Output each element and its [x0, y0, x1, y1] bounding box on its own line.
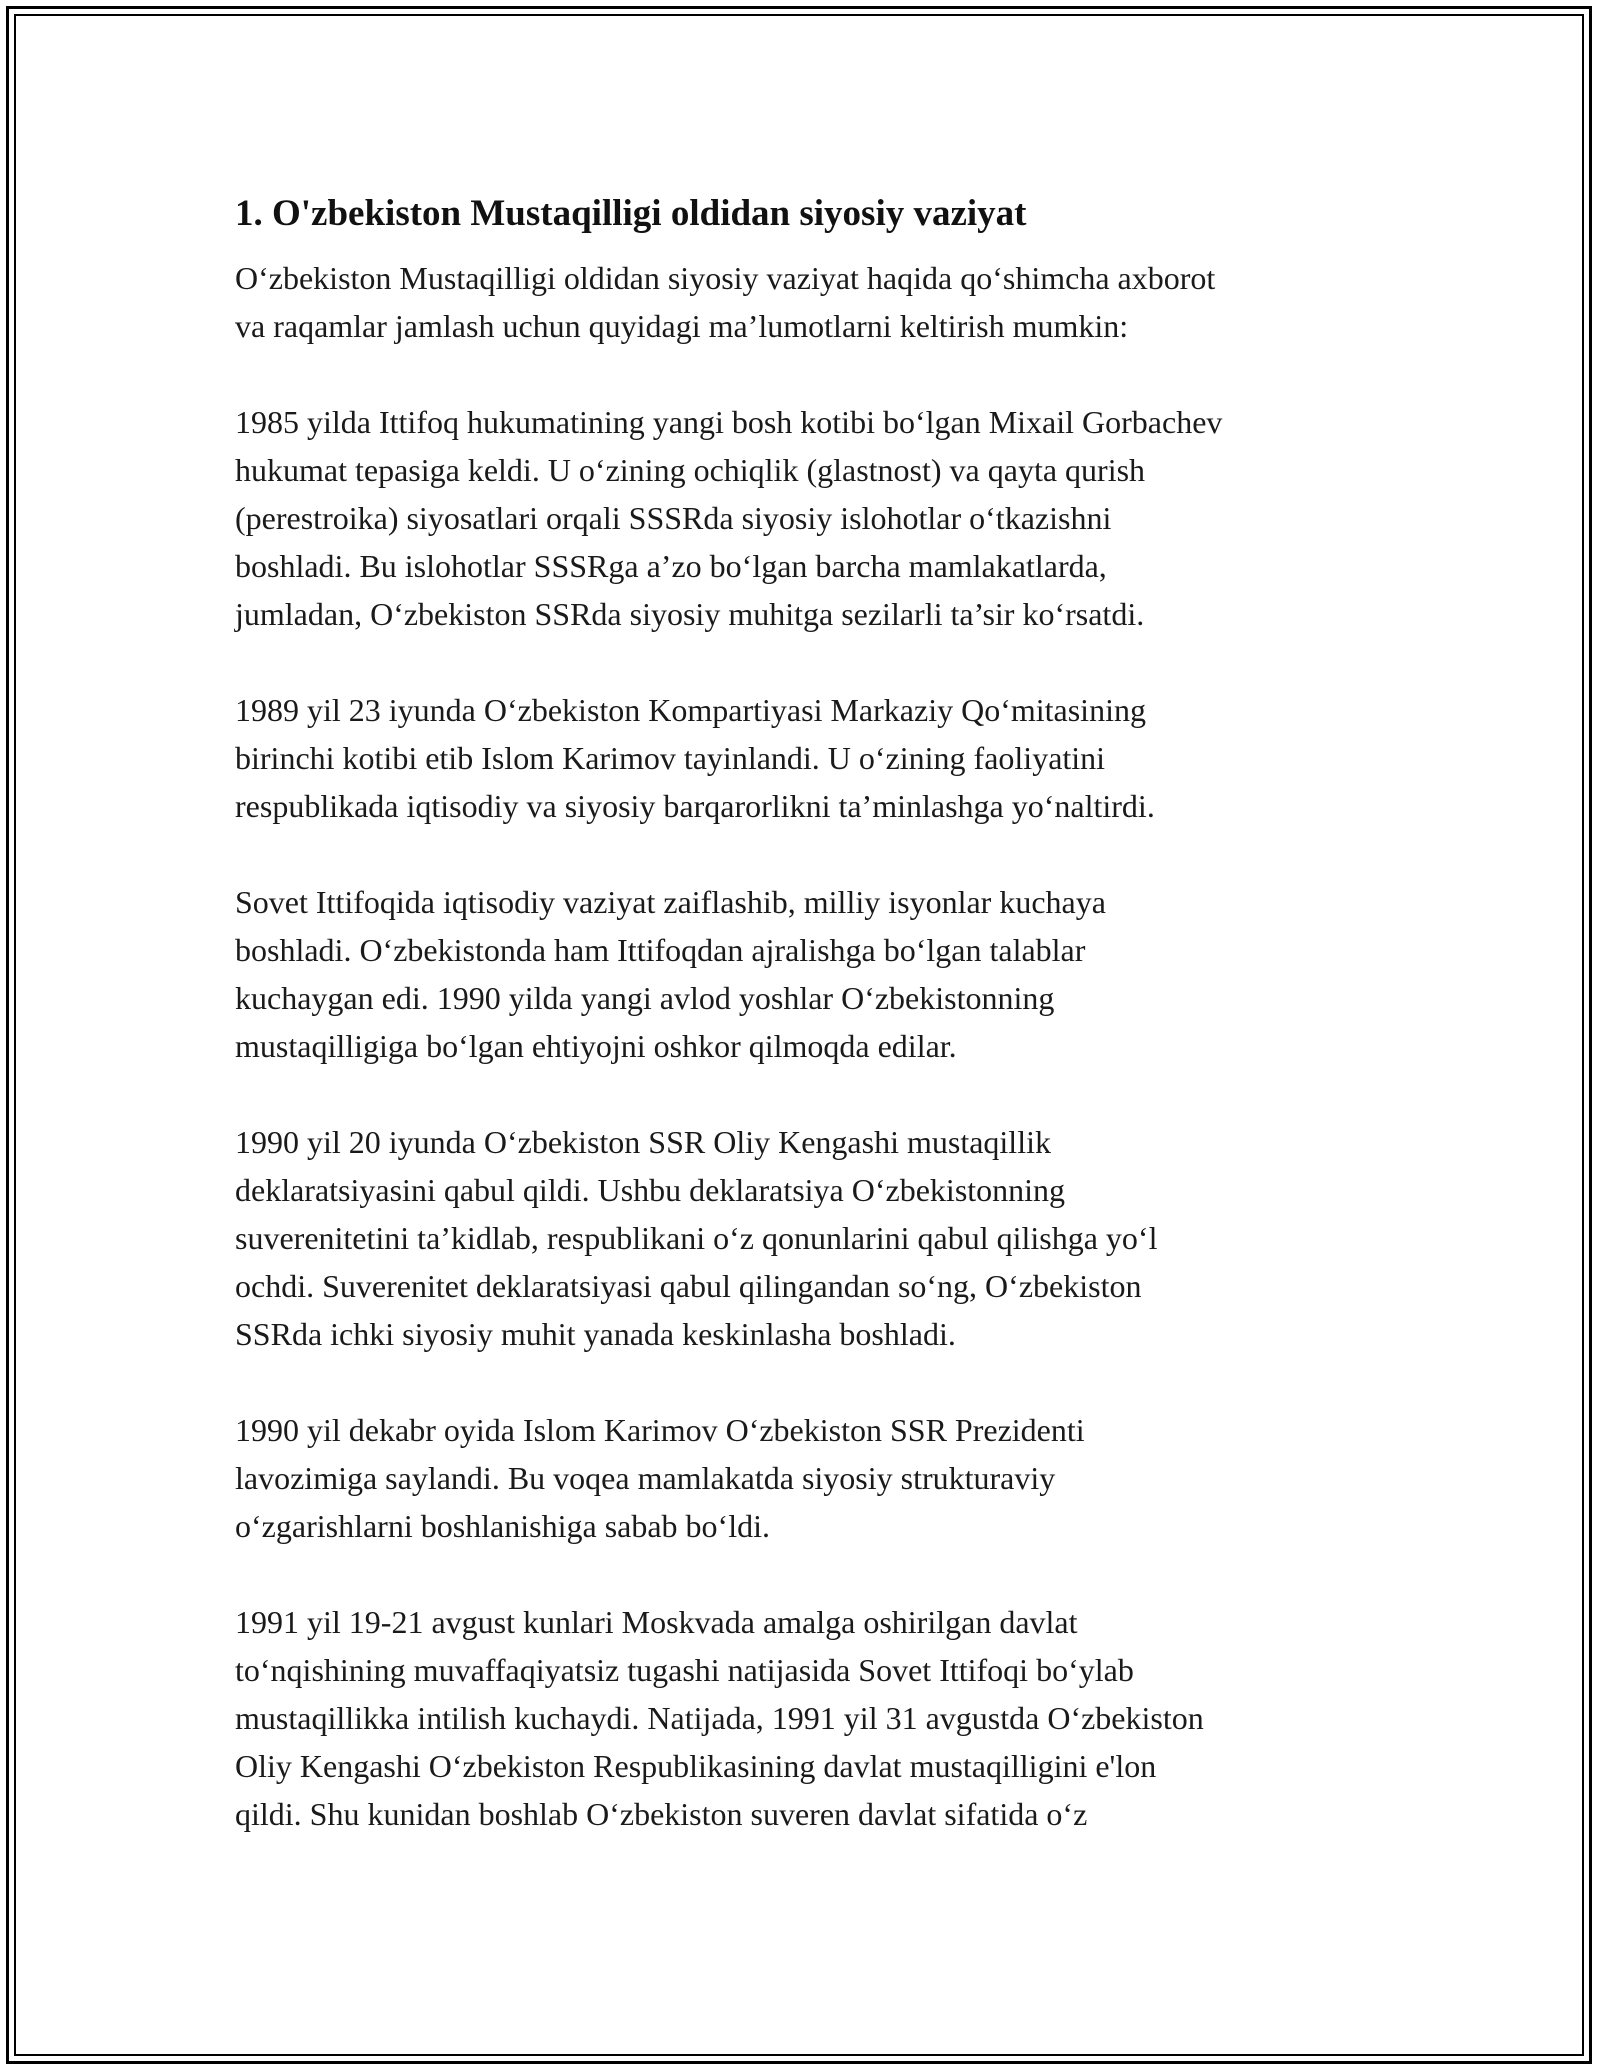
paragraph-1990-dekabr — [235, 1406, 1375, 1550]
text-line: kuchaygan edi. 1990 yilda yangi avlod yoshlar O‘zbekistonning — [235, 980, 1055, 1016]
text-line: mustaqillikka intilish kuchaydi. Natijada, 1991 yil 31 avgustda O‘zbekiston — [235, 1700, 1204, 1736]
text-line: va raqamlar jamlash uchun quyidagi ma’lumotlarni keltirish mumkin: — [235, 308, 1129, 344]
text-line: ochdi. Suverenitet deklaratsiyasi qabul qilingandan so‘ng, O‘zbekiston — [235, 1268, 1142, 1304]
text-line: (perestroika) siyosatlari orqali SSSRda siyosiy islohotlar o‘tkazishni — [235, 500, 1112, 536]
text-line: 1991 yil 19-21 avgust kunlari Moskvada amalga oshirilgan davlat — [235, 1604, 1078, 1640]
text-line: qildi. Shu kunidan boshlab O‘zbekiston suveren davlat sifatida o‘z — [235, 1796, 1088, 1832]
paragraph-1990-iyun — [235, 1118, 1375, 1358]
text-line: 1985 yilda Ittifoq hukumatining yangi bosh kotibi bo‘lgan Mixail Gorbachev — [235, 404, 1223, 440]
text-line: boshladi. O‘zbekistonda ham Ittifoqdan ajralishga bo‘lgan talablar — [235, 932, 1086, 968]
paragraph-1991 — [235, 1598, 1375, 1838]
text-line: mustaqilligiga bo‘lgan ehtiyojni oshkor qilmoqda edilar. — [235, 1028, 957, 1064]
text-line: birinchi kotibi etib Islom Karimov tayinlandi. U o‘zining faoliyatini — [235, 740, 1106, 776]
text-line: hukumat tepasiga keldi. U o‘zining ochiqlik (glastnost) va qayta qurish — [235, 452, 1146, 488]
paragraph-1985 — [235, 398, 1375, 638]
text-line: O‘zbekiston Mustaqilligi oldidan siyosiy vaziyat haqida qo‘shimcha axborot — [235, 260, 1216, 296]
document-body — [235, 188, 1375, 1886]
section-heading: 1. O'zbekiston Mustaqilligi oldidan siyosiy vaziyat — [235, 193, 1027, 234]
paragraph-1989 — [235, 686, 1375, 830]
text-line: suverenitetini ta’kidlab, respublikani o‘z qonunlarini qabul qilishga yo‘l — [235, 1220, 1158, 1256]
paragraph-intro — [235, 254, 1375, 350]
text-line: 1989 yil 23 iyunda O‘zbekiston Kompartiyasi Markaziy Qo‘mitasining — [235, 692, 1146, 728]
paragraph-sovet-ittifoqi — [235, 878, 1375, 1070]
text-line: respublikada iqtisodiy va siyosiy barqarorlikni ta’minlashga yo‘naltirdi. — [235, 788, 1155, 824]
text-line: o‘zgarishlarni boshlanishiga sabab bo‘ldi. — [235, 1508, 770, 1544]
text-line: Sovet Ittifoqida iqtisodiy vaziyat zaiflashib, milliy isyonlar kuchaya — [235, 884, 1106, 920]
text-line: lavozimiga saylandi. Bu voqea mamlakatda siyosiy strukturaviy — [235, 1460, 1056, 1496]
text-line: 1990 yil 20 iyunda O‘zbekiston SSR Oliy Kengashi mustaqillik — [235, 1124, 1051, 1160]
text-line: 1990 yil dekabr oyida Islom Karimov O‘zbekiston SSR Prezidenti — [235, 1412, 1085, 1448]
text-line: Oliy Kengashi O‘zbekiston Respublikasining davlat mustaqilligini e'lon — [235, 1748, 1157, 1784]
text-line: SSRda ichki siyosiy muhit yanada keskinlasha boshladi. — [235, 1316, 956, 1352]
text-line: to‘nqishining muvaffaqiyatsiz tugashi natijasida Sovet Ittifoqi bo‘ylab — [235, 1652, 1134, 1688]
text-line: jumladan, O‘zbekiston SSRda siyosiy muhitga sezilarli ta’sir ko‘rsatdi. — [235, 596, 1145, 632]
text-line: boshladi. Bu islohotlar SSSRga a’zo bo‘lgan barcha mamlakatlarda, — [235, 548, 1107, 584]
text-line: deklaratsiyasini qabul qildi. Ushbu deklaratsiya O‘zbekistonning — [235, 1172, 1066, 1208]
